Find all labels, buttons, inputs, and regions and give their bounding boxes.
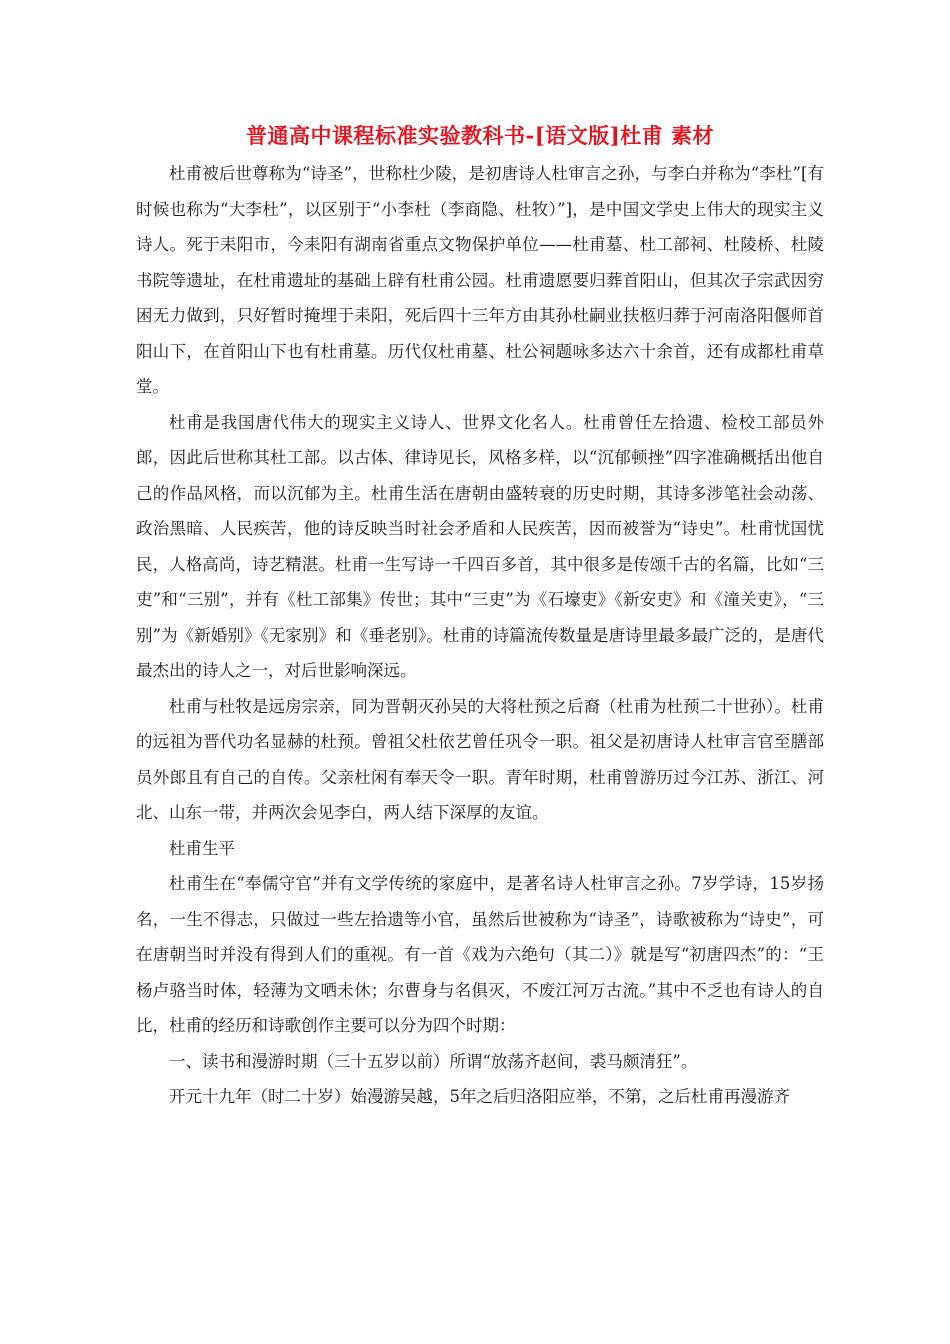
document-title: 普通高中课程标准实验教科书-[语文版]杜甫 素材 [246,123,714,148]
paragraph-family-lineage: 杜甫与杜牧是远房宗亲，同为晋朝灭孙吴的大将杜预之后裔（杜甫为杜预二十世孙）。杜甫的远祖为晋代功名显赫的杜预。曾祖父杜依艺曾任巩令一职。祖父是初唐诗人杜审言官至膳部员外郎且有自己的自传。父亲杜闲有奉天令一职。青年时期，杜甫曾游历过今江苏、浙江、河北、山东一带，并两次会见李白，两人结下深厚的友谊。 [136,696,824,822]
document-page [136,116,824,1115]
paragraph-period-one: 一、读书和漫游时期（三十五岁以前）所谓“放荡齐赵间，裘马颇清狂”。 [169,1051,698,1071]
paragraph-intro: 杜甫被后世尊称为“诗圣”，世称杜少陵，是初唐诗人杜审言之孙，与李白并称为“李杜”[有时候也称为“大李杜”，以区别于“小李杜（李商隐、杜牧）”]，是中国文学史上伟大的现实主义诗人。死于耒阳市，今耒阳有湖南省重点文物保护单位——杜甫墓、杜工部祠、杜陵桥、杜陵书院等遗址，在杜甫遗址的基础上辟有杜甫公园。杜甫遗愿要归葬首阳山，但其次子宗武因穷困无力做到，只好暂时掩埋于耒阳，死后四十三年方由其孙杜嗣业扶柩归葬于河南洛阳偃师首阳山下，在首阳山下也有杜甫墓。历代仅杜甫墓、杜公祠题咏多达六十余首，还有成都杜甫草堂。 [136,164,824,396]
paragraph-poet-overview: 杜甫是我国唐代伟大的现实主义诗人、世界文化名人。杜甫曾任左拾遗、检校工部员外郎，因此后世称其杜工部。以古体、律诗见长，风格多样，以“沉郁顿挫”四字准确概括出他自己的作品风格，而以沉郁为主。杜甫生活在唐朝由盛转衰的历史时期，其诗多涉笔社会动荡、政治黑暗、人民疾苦，他的诗反映当时社会矛盾和人民疾苦，因而被誉为“诗史”。杜甫忧国忧民，人格高尚，诗艺精湛。杜甫一生写诗一千四百多首，其中很多是传颂千古的名篇，比如“三吏”和“三别”，并有《杜工部集》传世；其中“三吏”为《石壕吏》《新安吏》和《潼关吏》，“三别”为《新婚别》《无家别》和《垂老别》。杜甫的诗篇流传数量是唐诗里最多最广泛的，是唐代最杰出的诗人之一，对后世影响深远。 [136,412,824,680]
paragraph-biography-early: 杜甫生在“奉儒守官”并有文学传统的家庭中，是著名诗人杜审言之孙。7岁学诗，15岁扬名，一生不得志，只做过一些左拾遗等小官，虽然后世被称为“诗圣”，诗歌被称为“诗史”，可在唐朝当时并没有得到人们的重视。有一首《戏为六绝句（其二）》就是写“初唐四杰”的：“王杨卢骆当时体，轻薄为文哂未休；尔曹身与名俱灭，不废江河万古流。”其中不乏也有诗人的自比，杜甫的经历和诗歌创作主要可以分为四个时期： [136,874,824,1035]
paragraph-wandering-years: 开元十九年（时二十岁）始漫游吴越，5年之后归洛阳应举，不第，之后杜甫再漫游齐 [169,1087,790,1106]
section-heading-biography: 杜甫生平 [169,838,235,858]
